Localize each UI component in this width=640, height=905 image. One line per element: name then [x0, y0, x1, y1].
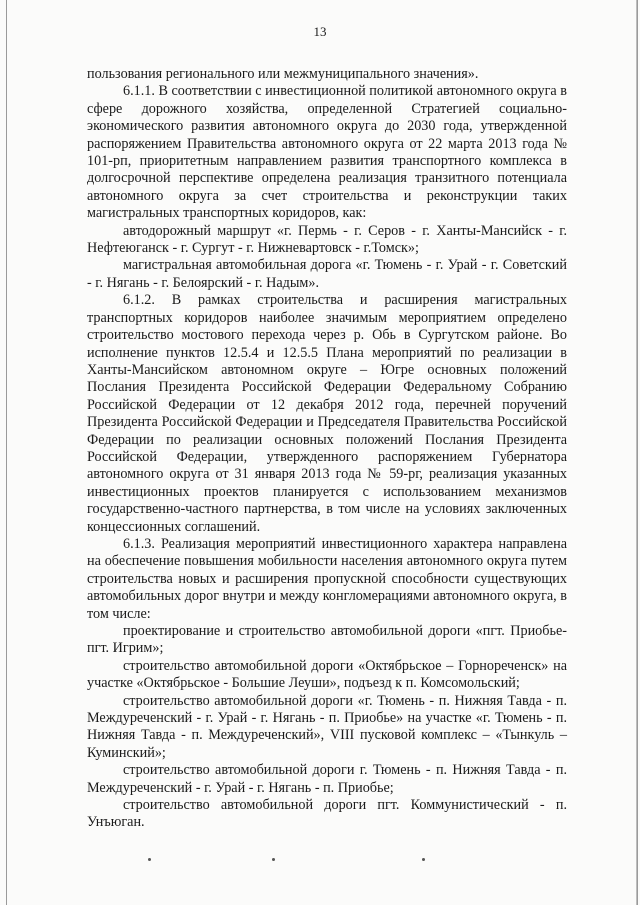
page-number: 13 — [313, 24, 327, 39]
paragraph-6-1-2: 6.1.2. В рамках строительства и расширения магистральных транспортных коридоров наиболее значимым мероприятием определено строительство мостового перехода через р. Обь в Сургутском районе. Во исполнение пунктов 12.5.4 и 12.5.5 Плана мероприятий по реализации в Ханты-Мансийском автономном округе – Югре основных положений Послания Президента Российской Федерации Федеральному Собранию Российской Федерации от 12 декабря 2012 года, перечней поручений Президента Российской Федерации и Председателя Правительства Российской Федерации по реализации основных положений Послания Президента Российской Федерации, утвержденного распоряжением Губернатора автономного округа от 31 января 2013 года № 59-рг, реализация указанных инвестиционных проектов планируется с использованием механизмов государственно-частного партнерства, в том числе на условиях заключенных концессионных соглашений. — [87, 292, 567, 535]
scan-right-edge — [636, 0, 638, 905]
scan-speck — [272, 858, 275, 861]
list-item-priobye-igrim: проектирование и строительство автомобильной дороги «пгт. Приобье- пгт. Игрим»; — [87, 623, 567, 657]
scan-speck — [422, 858, 425, 861]
list-item-tyumen-priobye: строительство автомобильной дороги г. Тюмень - п. Нижняя Тавда - п. Междуреченский - г. Урай - г. Нягань - п. Приобье; — [87, 762, 567, 796]
paragraph-continuation: пользования регионального или межмуниципального значения». — [87, 66, 479, 82]
document-body — [87, 66, 567, 832]
list-item-oktyabrskoe-gornorechensk: строительство автомобильной дороги «Октябрьское – Горнореченск» на участке «Октябрьское - Большие Леуши», подъезд к п. Комсомольский; — [87, 657, 567, 692]
scan-left-edge — [6, 0, 7, 905]
list-item-road-tyumen-nadym: магистральная автомобильная дорога «г. Тюмень - г. Урай - г. Советский - г. Нягань - г. Белоярский - г. Надым». — [87, 257, 567, 291]
list-item-tyumen-tynkul: строительство автомобильной дороги «г. Тюмень - п. Нижняя Тавда - п. Междуреченский - г. Урай - г. Нягань - п. Приобье» на участке «г. Тюмень - п. Нижняя Тавда - п. Междуреченский», VIII пусковой комплекс – «Тынкуль – Куминский»; — [87, 692, 567, 761]
list-item-kommunistichesky-unyugan: строительство автомобильной дороги пгт. Коммунистический - п. Унъюган. — [87, 797, 567, 831]
paragraph-6-1-3: 6.1.3. Реализация мероприятий инвестиционного характера направлена на обеспечение повышения мобильности населения автономного округа путем строительства новых и расширения пропускной способности существующих автомобильных дорог внутри и между конгломерациями автономного округа, в том числе: — [87, 535, 567, 622]
scan-speck — [148, 858, 151, 861]
list-item-route-perm-tomsk: автодорожный маршрут «г. Пермь - г. Серов - г. Ханты-Мансийск - г. Нефтеюганск - г. Сургут - г. Нижневартовск - г.Томск»; — [87, 222, 567, 257]
paragraph-6-1-1: 6.1.1. В соответствии с инвестиционной политикой автономного округа в сфере дорожного хозяйства, определенной Стратегией социально-экономического развития автономного округа до 2030 года, утвержденной распоряжением Правительства автономного округа от 22 марта 2013 года № 101-рп, приоритетным направлением развития транспортного комплекса в долгосрочной перспективе определена реализация транзитного потенциала автономного округа за счет строительства и реконструкции таких магистральных транспортных коридоров, как: — [87, 83, 567, 222]
